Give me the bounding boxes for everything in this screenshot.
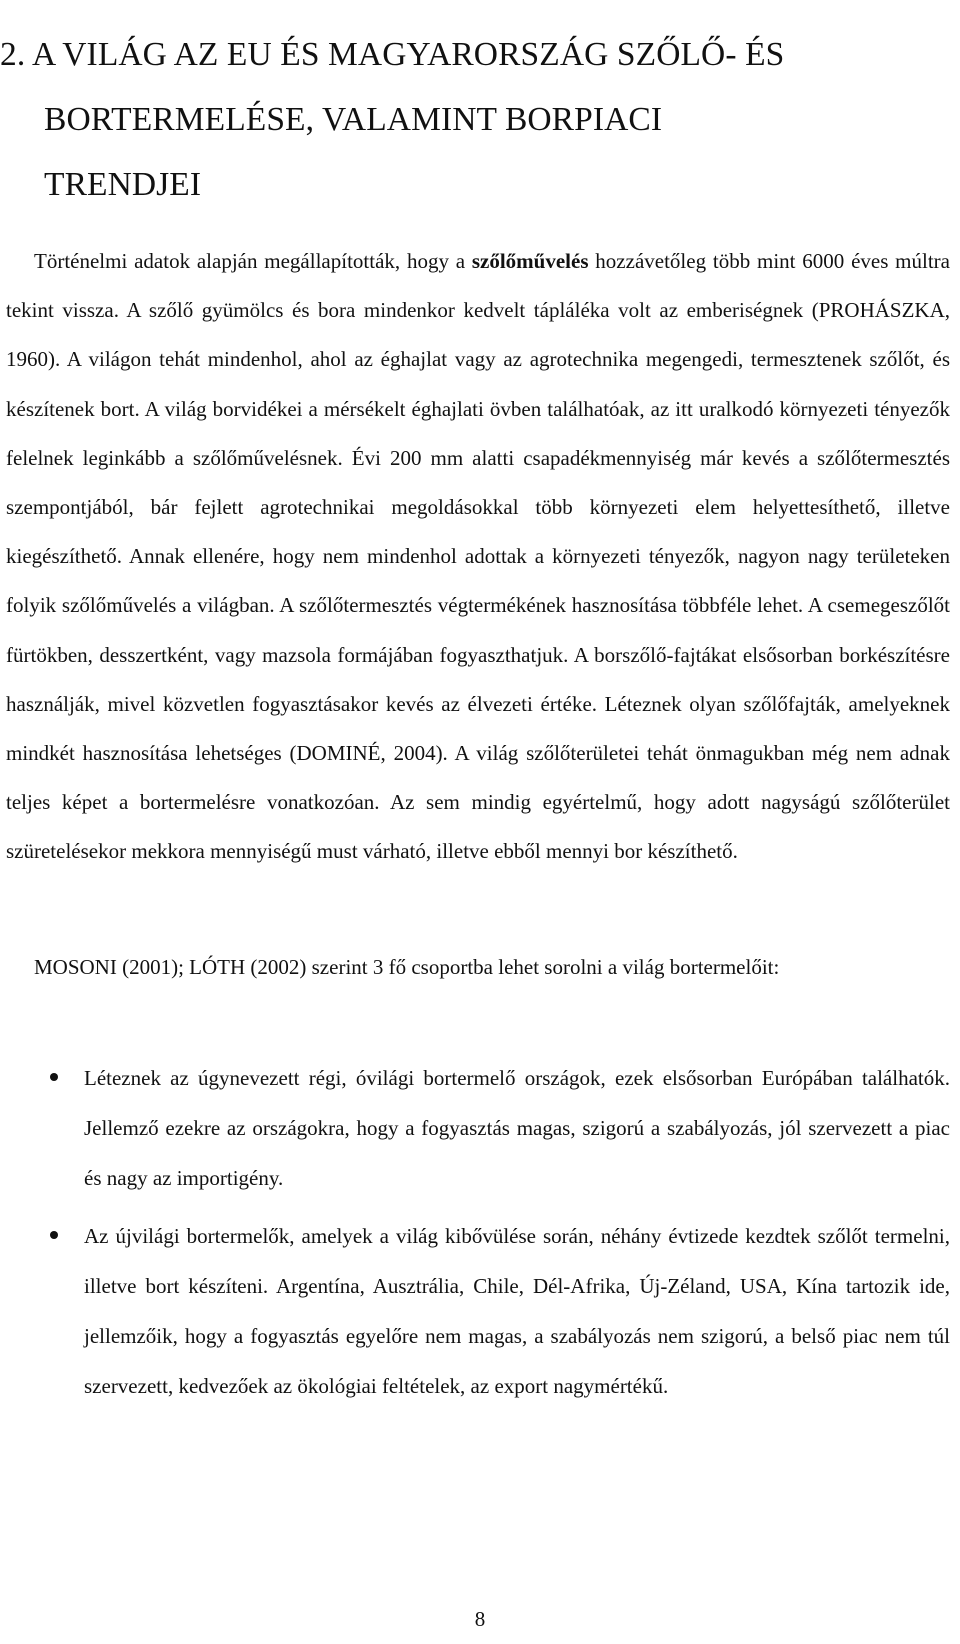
bullet-item-text: Az újvilági bortermelők, amelyek a világ kibővülése során, néhány évtizede kezdtek szőlőt termelni, illetve bort készíteni. Argentína, Ausztrália, Chile, Dél-Afrika, Új-Zéland, USA, Kína tartozik ide, jellemzőik, hogy a fogyasztás egyelőre nem magas, a szabályozás nem szigorú, a belső piac nem túl szervezett, kedvezőek az ökológiai feltételek, az export nagymértékű. [84,1224,950,1398]
chapter-heading-line-1: 2. A VILÁG AZ EU ÉS MAGYARORSZÁG SZŐLŐ- ÉS [0,36,785,74]
bullet-item [0,1211,950,1411]
chapter-heading-line-3: TRENDJEI [44,166,202,204]
body-paragraph-1 [6,237,950,877]
bullet-dot-icon [50,1073,58,1081]
paragraph-1-text-start: Történelmi adatok alapján megállapították, hogy a [34,249,472,273]
paragraph-1-text-rest: hozzávetőleg több mint 6000 éves múltra tekint vissza. A szőlő gyümölcs és bora mindenkor kedvelt tápláléka volt az emberiségnek (PROHÁSZKA, 1960). A világon tehát mindenhol, ahol az éghajlat vagy az agrotechnika megengedi, termesztenek szőlőt, és készítenek bort. A világ borvidékei a mérsékelt éghajlati övben találhatóak, az itt uralkodó környezeti tényezők felelnek leginkább a szőlőművelésnek. Évi 200 mm alatti csapadékmennyiség már kevés a szőlőtermesztés szempontjából, bár fejlett agrotechnikai megoldásokkal több környezeti elem helyettesíthető, illetve kiegészíthető. Annak ellenére, hogy nem mindenhol adottak a környezeti tényezők, nagyon nagy területeken folyik szőlőművelés a világban. A szőlőtermesztés végtermékének hasznosítása többféle lehet. A csemegeszőlőt fürtökben, desszertként, vagy mazsola formájában fogyaszthatjuk. A borszőlő-fajtákat elsősorban borkészítésre használják, mivel közvetlen fogyasztásakor kevés az élvezeti értéke. Léteznek olyan szőlőfajták, amelyeknek mindkét hasznosítása lehetséges (DOMINÉ, 2004). A világ szőlőterületei tehát önmagukban még nem adnak teljes képet a bortermelésre vonatkozóan. Az sem mindig egyértelmű, hogy adott nagyságú szőlőterület szüretelésekor mekkora mennyiségű must várható, illetve ebből mennyi bor készíthető. [6,249,951,864]
bullet-dot-icon [50,1231,58,1239]
chapter-heading-line-2: BORTERMELÉSE, VALAMINT BORPIACI [44,101,663,139]
bullet-list [0,1053,950,1419]
bold-term-szolomuveles: szőlőművelés [471,249,589,273]
body-paragraph-2: MOSONI (2001); LÓTH (2002) szerint 3 fő csoportba lehet sorolni a világ bortermelőit: [34,955,780,979]
page-number: 8 [474,1607,486,1631]
chapter-heading [0,22,948,217]
bullet-item-text: Léteznek az úgynevezett régi, óvilági bortermelő országok, ezek elsősorban Európában találhatók. Jellemző ezekre az országokra, hogy a fogyasztás magas, szigorú a szabályozás, jól szervezett a piac és nagy az importigény. [84,1066,950,1190]
bullet-item [0,1053,950,1203]
